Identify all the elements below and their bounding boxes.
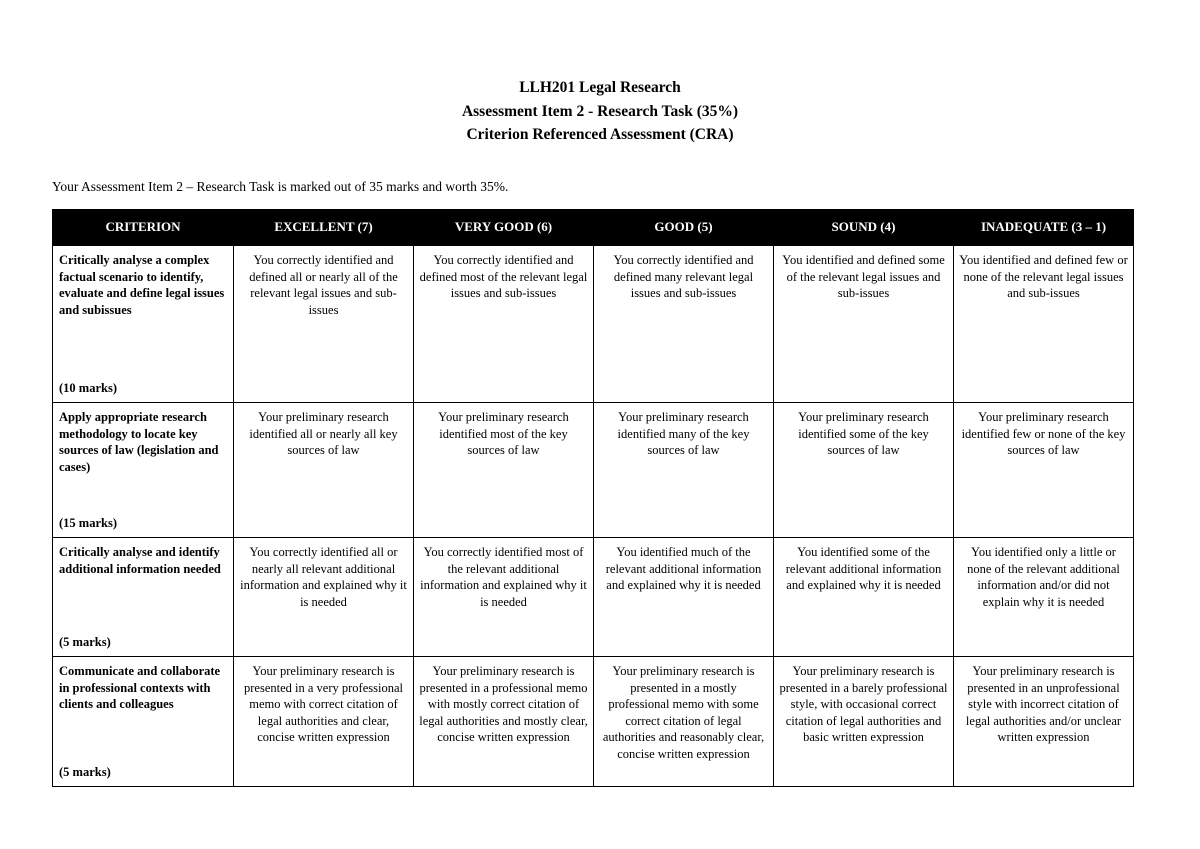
criterion-text: Communicate and collaborate in professional contexts with clients and colleagues [59, 664, 221, 711]
descriptor-cell: Your preliminary research is presented in a very professional memo with correct citation of legal authorities and clear, concise written expression [234, 657, 414, 787]
descriptor-cell: Your preliminary research identified most of the key sources of law [414, 403, 594, 538]
descriptor-cell: You correctly identified and defined most of the relevant legal issues and sub-issues [414, 246, 594, 403]
descriptor-cell: Your preliminary research is presented in an unprofessional style with incorrect citation of legal authorities and/or unclear written expression [954, 657, 1134, 787]
cra-rubric-table [52, 209, 1134, 787]
table-row [53, 538, 1134, 657]
criterion-text: Critically analyse a complex factual scenario to identify, evaluate and define legal issues and subissues [59, 253, 225, 317]
criterion-marks: (10 marks) [59, 380, 117, 395]
descriptor-cell: Your preliminary research identified some of the key sources of law [774, 403, 954, 538]
column-header-inadequate: INADEQUATE (3 – 1) [954, 210, 1134, 246]
document-header [0, 76, 1200, 147]
assessment-subtitle: Criterion Referenced Assessment (CRA) [466, 126, 734, 143]
table-row [53, 657, 1134, 787]
table-row [53, 403, 1134, 538]
descriptor-cell: You correctly identified and defined all or nearly all of the relevant legal issues and sub-issues [234, 246, 414, 403]
descriptor-cell: Your preliminary research is presented in a mostly professional memo with some correct citation of legal authorities and reasonably clear, concise written expression [594, 657, 774, 787]
descriptor-cell: Your preliminary research identified all or nearly all key sources of law [234, 403, 414, 538]
intro-text: Your Assessment Item 2 – Research Task is marked out of 35 marks and worth 35%. [52, 179, 509, 194]
descriptor-cell: Your preliminary research is presented in a barely professional style, with occasional correct citation of legal authorities and basic written expression [774, 657, 954, 787]
descriptor-cell: You correctly identified and defined many relevant legal issues and sub-issues [594, 246, 774, 403]
descriptor-cell: Your preliminary research identified few or none of the key sources of law [954, 403, 1134, 538]
column-header-good: GOOD (5) [594, 210, 774, 246]
table-row [53, 246, 1134, 403]
criterion-marks: (15 marks) [59, 515, 117, 530]
criterion-marks: (5 marks) [59, 764, 111, 779]
descriptor-cell: You correctly identified most of the relevant additional information and explained why it is needed [414, 538, 594, 657]
criterion-cell [53, 246, 234, 403]
descriptor-cell: You identified much of the relevant additional information and explained why it is needed [594, 538, 774, 657]
descriptor-cell: Your preliminary research is presented in a professional memo with mostly correct citation of legal authorities and mostly clear, concise written expression [414, 657, 594, 787]
criterion-text: Critically analyse and identify additional information needed [59, 545, 221, 576]
criterion-cell [53, 657, 234, 787]
header-row [53, 210, 1134, 246]
criterion-cell [53, 403, 234, 538]
column-header-very-good: VERY GOOD (6) [414, 210, 594, 246]
column-header-criterion: CRITERION [53, 210, 234, 246]
column-header-excellent: EXCELLENT (7) [234, 210, 414, 246]
descriptor-cell: You identified only a little or none of the relevant additional information and/or did not explain why it is needed [954, 538, 1134, 657]
criterion-cell [53, 538, 234, 657]
descriptor-cell: You identified and defined few or none of the relevant legal issues and sub-issues [954, 246, 1134, 403]
descriptor-cell: Your preliminary research identified many of the key sources of law [594, 403, 774, 538]
criterion-text: Apply appropriate research methodology to locate key sources of law (legislation and cases) [59, 410, 219, 474]
assessment-title: Assessment Item 2 - Research Task (35%) [461, 102, 739, 120]
descriptor-cell: You identified some of the relevant additional information and explained why it is needed [774, 538, 954, 657]
course-title: LLH201 Legal Research [519, 79, 681, 96]
column-header-sound: SOUND (4) [774, 210, 954, 246]
descriptor-cell: You identified and defined some of the relevant legal issues and sub-issues [774, 246, 954, 403]
descriptor-cell: You correctly identified all or nearly all relevant additional information and explained why it is needed [234, 538, 414, 657]
criterion-marks: (5 marks) [59, 634, 111, 649]
